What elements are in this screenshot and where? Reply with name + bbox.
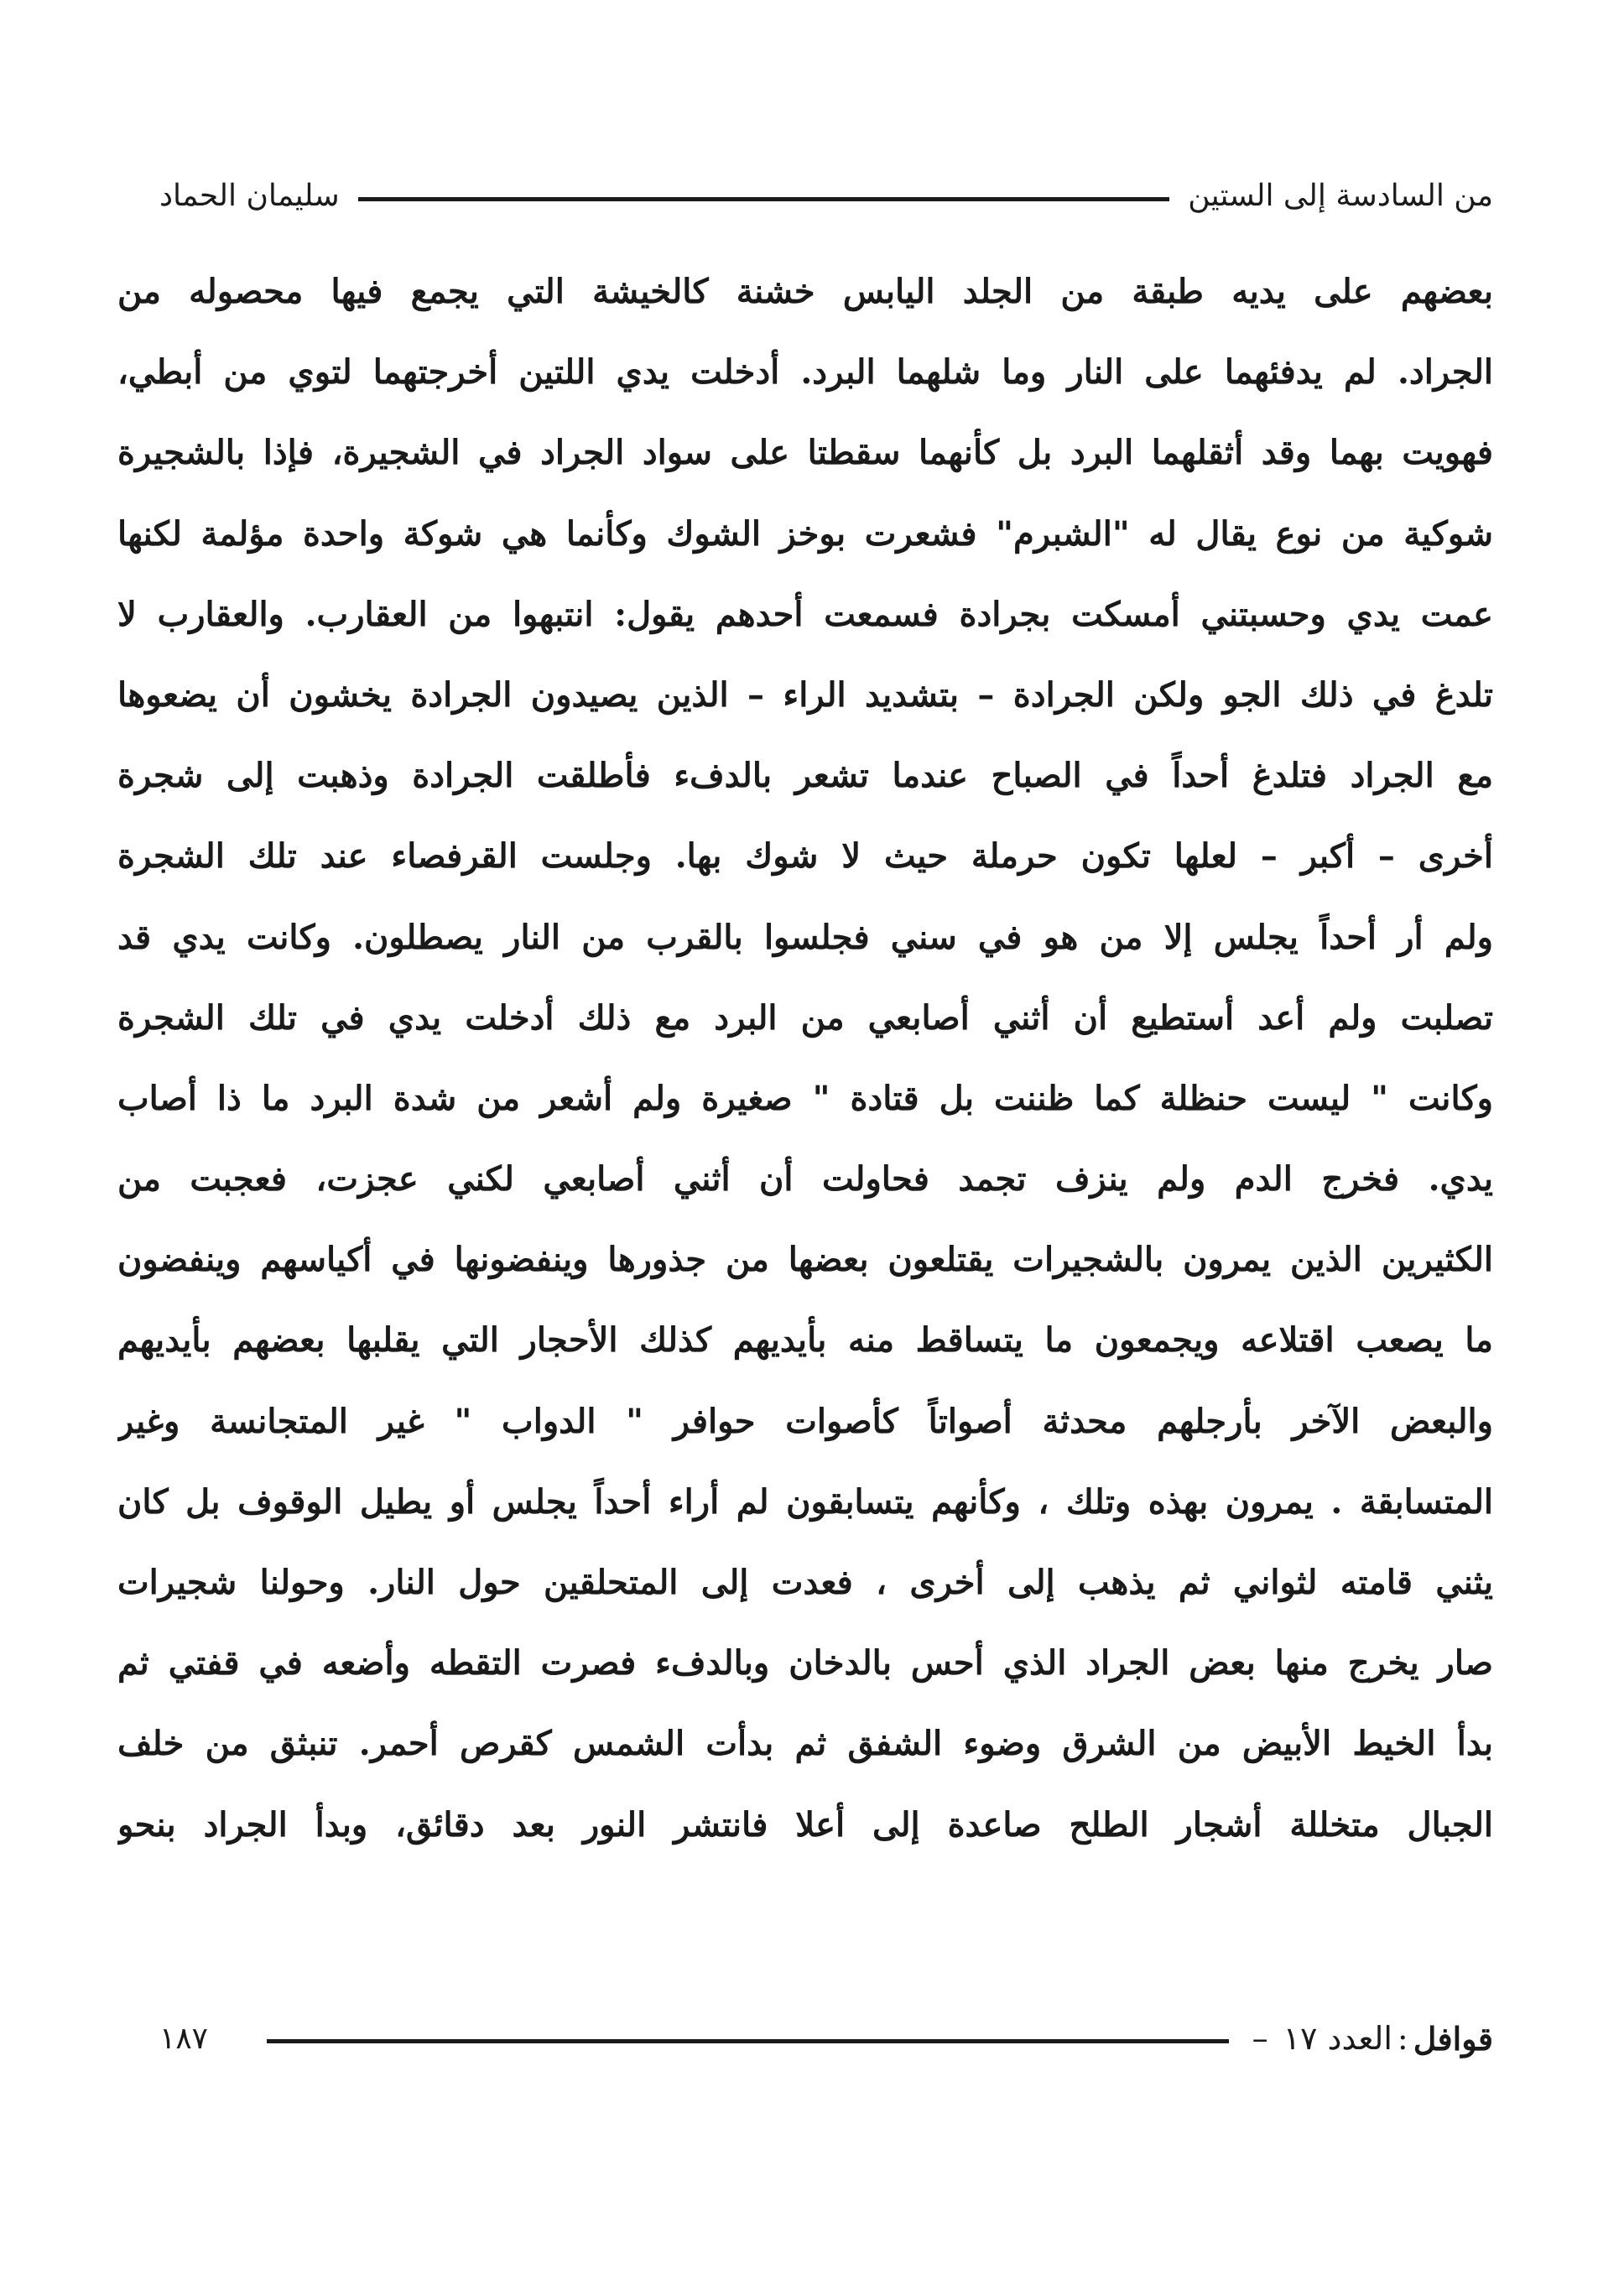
text-line: فهويت بهما وقد أثقلهما البرد بل كأنهما سقطتا على سواد الجراد في الشجيرة، فإذا بالشجيرة [117,433,1493,473]
text-line: شوكية من نوع يقال له "الشبرم" فشعرت بوخز الشوك وكأنما هي شوكة واحدة مؤلمة لكنها [117,513,1493,554]
text-line: بدأ الخيط الأبيض من الشرق وضوء الشفق ثم بدأت الشمس كقرص أحمر. تنبثق من خلف [117,1724,1493,1764]
body-text [117,252,1493,1946]
text-line: ولم أر أحداً يجلس إلا من هو في سني فجلسوا بالقرب من النار يصطلون. وكانت يدي قد [117,917,1493,957]
running-header [159,172,1493,219]
text-line: وكانت " ليست حنظلة كما ظننت بل قتادة " صغيرة ولم أشعر من شدة البرد ما ذا أصاب [117,1078,1493,1118]
text-line: والبعض الآخر بأرجلهم محدثة أصواتاً كأصوات حوافر " الدواب " غير المتجانسة وغير [117,1401,1493,1441]
text-line: الجراد. لم يدفئهما على النار وما شلهما البرد. أدخلت يدي اللتين أخرجتهما لتوي من أبطي، [117,352,1493,393]
text-line: مع الجراد فتلدغ أحداً في الصباح عندما تشعر بالدفء فأطلقت الجرادة وذهبت إلى شجرة [117,756,1493,796]
footer-dash: – [1252,2020,1268,2057]
text-line: بعضهم على يديه طبقة من الجلد اليابس خشنة كالخيشة التي يجمع فيها محصوله من [117,272,1493,311]
text-line: أخرى – أكبر – لعلها تكون حرملة حيث لا شوك بها. وجلست القرفصاء عند تلك الشجرة [117,836,1493,877]
issue-number: العدد ١٧ [1283,2020,1392,2057]
text-line: تلدغ في ذلك الجو ولكن الجرادة – بتشديد الراء – الذين يصيدون الجرادة يخشون أن يضعوها [117,674,1493,715]
text-line: يدي. فخرج الدم ولم ينزف تجمد فحاولت أن أثني أصابعي لكني عجزت، فعجبت من [117,1159,1493,1200]
footer-rule [267,2039,1229,2043]
book-title: من السادسة إلى الستين [1188,178,1493,213]
text-line: تصلبت ولم أعد أستطيع أن أثني أصابعي من البرد مع ذلك أدخلت يدي في تلك الشجرة [117,997,1493,1038]
footer-separator: : [1397,2020,1408,2057]
text-line: ما يصعب اقتلاعه ويجمعون ما يتساقط منه بأيديهم كذلك الأحجار التي يقلبها بعضهم بأيديهم [117,1320,1493,1361]
text-line: عمت يدي وحسبتني أمسكت بجرادة فسمعت أحدهم يقول: انتبهوا من العقارب. والعقارب لا [117,594,1493,634]
page-number: ١٨٧ [159,2021,209,2056]
text-line: الكثيرين الذين يمرون بالشجيرات يقتلعون بعضها من جذورها وينفضونها في أكياسهم وينفضون [117,1240,1493,1280]
text-line: يثني قامته لثواني ثم يذهب إلى أخرى ، فعدت إلى المتحلقين حول النار. وحولنا شجيرات [117,1563,1493,1602]
header-rule [358,197,1170,201]
author-name: سليمان الحماد [159,178,340,213]
page-footer [159,2013,1493,2063]
text-line: المتسابقة . يمرون بهذه وتلك ، وكأنهم يتسابقون لم أراء أحداً يجلس أو يطيل الوقوف بل كان [117,1481,1493,1522]
text-line: صار يخرج منها بعض الجراد الذي أحس بالدخان وبالدفء فصرت التقطه وأضعه في قفتي ثم [117,1643,1493,1684]
journal-name: قوافل [1413,2019,1493,2058]
text-line: الجبال متخللة أشجار الطلح صاعدة إلى أعلا فانتشر النور بعد دقائق، وبدأ الجراد بنحو [117,1804,1493,1845]
